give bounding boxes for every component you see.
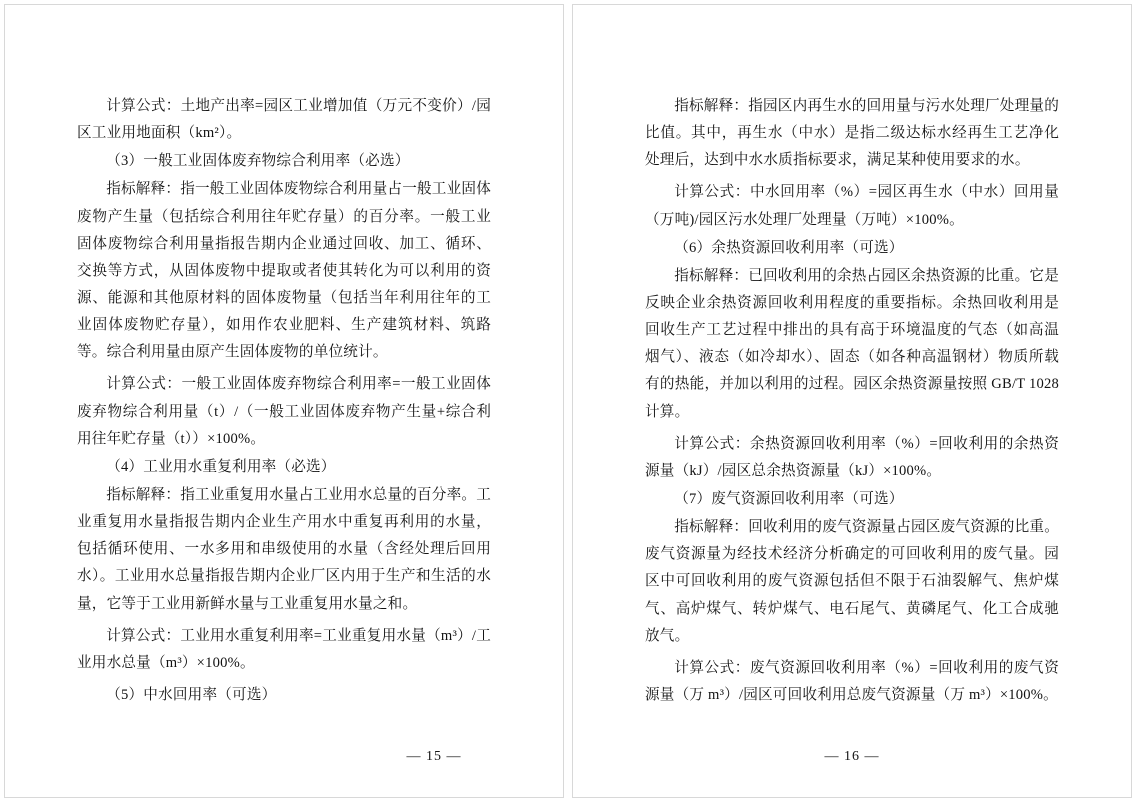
paragraph: （7）废气资源回收利用率（可选） xyxy=(674,490,904,507)
page-number: — 16 — xyxy=(824,749,880,764)
paragraph: 计算公式：废气资源回收利用率（%）=回收利用的废气资源量（万 m³）/园区可回收利用总废气资源量（万 m³）×100%。 xyxy=(645,659,1059,703)
paragraph: 指标解释：回收利用的废气资源量占园区废气资源的比重。废气资源量为经技术经济分析确定的可回收利用的废气量。园区中可回收利用的废气资源包括但不限于石油裂解气、焦炉煤气、高炉煤气、转炉煤气、电石尾气、黄磷尾气、化工合成驰放气。 xyxy=(645,519,1059,644)
page-right-content xyxy=(573,5,1131,797)
page-number: — 15 — xyxy=(406,749,462,764)
document-page-right xyxy=(572,4,1132,798)
paragraph: 指标解释：指园区内再生水的回用量与污水处理厂处理量的比值。其中，再生水（中水）是指二级达标水经再生工艺净化处理后，达到中水水质指标要求，满足某种使用要求的水。 xyxy=(645,98,1059,169)
paragraph: 计算公式：中水回用率（%）=园区再生水（中水）回用量（万吨)/园区污水处理厂处理量（万吨）×100%。 xyxy=(645,184,1059,228)
paragraph: 计算公式：工业用水重复利用率=工业重复用水量（m³）/工业用水总量（m³）×100%。 xyxy=(77,627,491,671)
paragraph: （5）中水回用率（可选） xyxy=(106,686,277,703)
paragraph: 指标解释：已回收利用的余热占园区余热资源的比重。它是反映企业余热资源回收利用程度的重要指标。余热回收利用是回收生产工艺过程中排出的具有高于环境温度的气态（如高温烟气）、液态（如冷却水）、固态（如各种高温钢材）物质所载有的热能，并加以利用的过程。园区余热资源量按照 GB/T 1028 计算。 xyxy=(645,267,1059,420)
paragraph: 指标解释：指工业重复用水量占工业用水总量的百分率。工业重复用水量指报告期内企业生产用水中重复再利用的水量，包括循环使用、一水多用和串级使用的水量（含经处理后回用水）。工业用水总量指报告期内企业厂区内用于生产和生活的水量，它等于工业用新鲜水量与工业重复用水量之和。 xyxy=(77,486,491,612)
document-page-left xyxy=(4,4,564,798)
paragraph: （4）工业用水重复利用率（必选） xyxy=(106,458,336,475)
paragraph: （3）一般工业固体废弃物综合利用率（必选） xyxy=(106,153,410,170)
paragraph: （6）余热资源回收利用率（可选） xyxy=(674,239,904,256)
page-left-content xyxy=(5,5,563,797)
paragraph: 计算公式：土地产出率=园区工业增加值（万元不变价）/园区工业用地面积（km²）。 xyxy=(77,98,491,142)
paragraph: 计算公式：一般工业固体废弃物综合利用率=一般工业固体废弃物综合利用量（t）/（一般工业固体废弃物产生量+综合利用往年贮存量（t））×100%。 xyxy=(77,376,491,447)
paragraph: 计算公式：余热资源回收利用率（%）=回收利用的余热资源量（kJ）/园区总余热资源量（kJ）×100%。 xyxy=(645,435,1059,479)
paragraph: 指标解释：指一般工业固体废物综合利用量占一般工业固体废物产生量（包括综合利用往年贮存量）的百分率。一般工业固体废物综合利用量指报告期内企业通过回收、加工、循环、交换等方式，从固体废物中提取或者使其转化为可以利用的资源、能源和其他原材料的固体废物量（包括当年利用往年的工业固体废物贮存量），如用作农业肥料、生产建筑材料、筑路等。综合利用量由原产生固体废物的单位统计。 xyxy=(77,181,491,361)
